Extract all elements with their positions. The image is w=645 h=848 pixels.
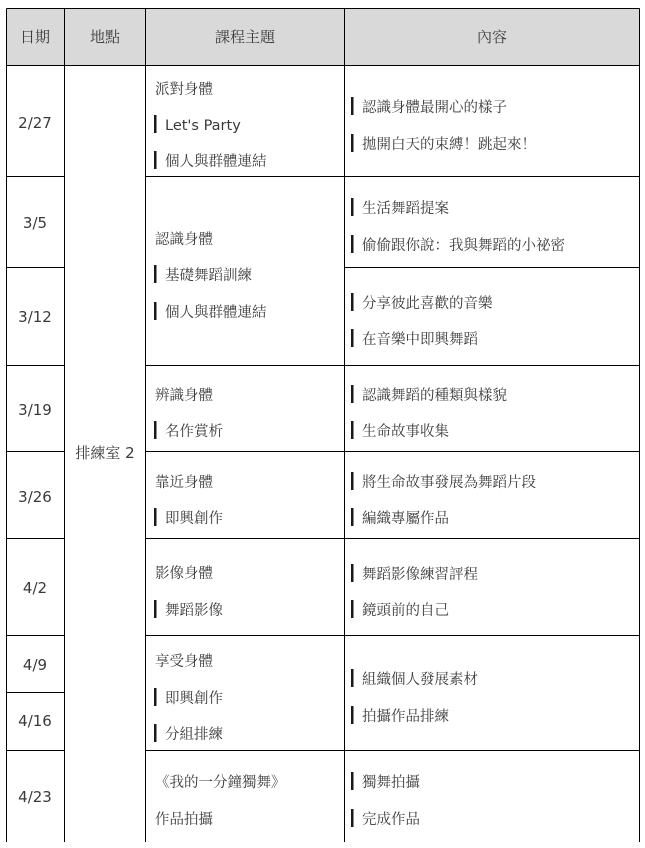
topic-item: 即興創作 (165, 511, 223, 527)
topic-title: 享受身體 (155, 654, 213, 670)
header-date: 日期 (19, 28, 51, 46)
content-item-bar (351, 421, 354, 439)
content-item: 生活舞蹈提案 (362, 201, 449, 217)
content-item-bar (351, 329, 354, 347)
date-cell: 4/23 (18, 788, 52, 806)
content-item-bar (351, 508, 354, 526)
content-item: 組織個人發展素材 (362, 672, 478, 688)
date-cell: 3/12 (18, 308, 52, 326)
content-item: 拍攝作品排練 (362, 709, 449, 725)
header-venue: 地點 (89, 28, 121, 46)
content-item: 舞蹈影像練習評程 (362, 567, 478, 583)
topic-item: 即興創作 (165, 691, 223, 707)
content-item-bar (351, 706, 354, 724)
content-item-bar (351, 772, 354, 790)
topic-item-bar (154, 115, 157, 133)
topic-title: 派對身體 (155, 82, 213, 98)
header-topic: 課程主題 (214, 28, 276, 46)
content-item-bar (351, 198, 354, 216)
topic-title: 認識身體 (155, 232, 213, 248)
content-item: 拋開白天的束縛！跳起來！ (362, 137, 536, 153)
schedule-table (6, 8, 640, 842)
content-item-bar (351, 134, 354, 152)
content-item: 分享彼此喜歡的音樂 (362, 296, 493, 312)
content-item: 認識舞蹈的種類與樣貌 (362, 388, 507, 404)
content-item-bar (351, 97, 354, 115)
topic-title: 辨識身體 (155, 388, 213, 404)
date-cell: 3/26 (18, 488, 52, 506)
content-item: 編織專屬作品 (362, 511, 449, 527)
topic-title: 影像身體 (155, 566, 213, 582)
venue-cell: 排練室 2 (75, 444, 135, 462)
table-grid (6, 8, 640, 842)
topic-subtitle: 作品拍攝 (155, 812, 213, 828)
content-item: 將生命故事發展為舞蹈片段 (362, 475, 536, 491)
content-item: 生命故事收集 (362, 424, 449, 440)
content-item-bar (351, 600, 354, 618)
topic-item: 個人與群體連結 (165, 305, 267, 321)
topic-item-bar (154, 688, 157, 706)
date-cell: 2/27 (18, 114, 52, 132)
content-item: 認識身體最開心的樣子 (362, 100, 507, 116)
topic-item: 舞蹈影像 (165, 603, 223, 619)
date-cell: 3/19 (18, 401, 52, 419)
content-item-bar (351, 564, 354, 582)
topic-item: 個人與群體連結 (165, 154, 267, 170)
topic-item: 基礎舞蹈訓練 (165, 268, 252, 284)
topic-item-bar (154, 421, 157, 439)
topic-item-bar (154, 600, 157, 618)
content-item-bar (351, 809, 354, 827)
content-item-bar (351, 472, 354, 490)
topic-item-bar (154, 508, 157, 526)
date-cell: 4/16 (18, 712, 52, 730)
content-item: 偷偷跟你說：我與舞蹈的小祕密 (362, 238, 565, 254)
topic-title: 《我的一分鐘獨舞》 (155, 775, 286, 791)
topic-item: Let's Party (165, 118, 241, 134)
topic-title: 靠近身體 (155, 475, 213, 491)
topic-item-bar (154, 265, 157, 283)
content-item: 鏡頭前的自己 (362, 603, 449, 619)
content-item: 完成作品 (362, 812, 420, 828)
content-item-bar (351, 293, 354, 311)
topic-item-bar (154, 151, 157, 169)
topic-item-bar (154, 724, 157, 742)
date-cell: 4/2 (22, 579, 48, 597)
content-item-bar (351, 669, 354, 687)
content-item-bar (351, 235, 354, 253)
content-item: 獨舞拍攝 (362, 775, 420, 791)
topic-item-bar (154, 302, 157, 320)
date-cell: 4/9 (22, 656, 48, 674)
date-cell: 3/5 (22, 214, 48, 232)
header-content: 內容 (476, 28, 508, 46)
topic-item: 分組排練 (165, 727, 223, 743)
content-item: 在音樂中即興舞蹈 (362, 332, 478, 348)
content-item-bar (351, 385, 354, 403)
topic-item: 名作賞析 (165, 424, 223, 440)
